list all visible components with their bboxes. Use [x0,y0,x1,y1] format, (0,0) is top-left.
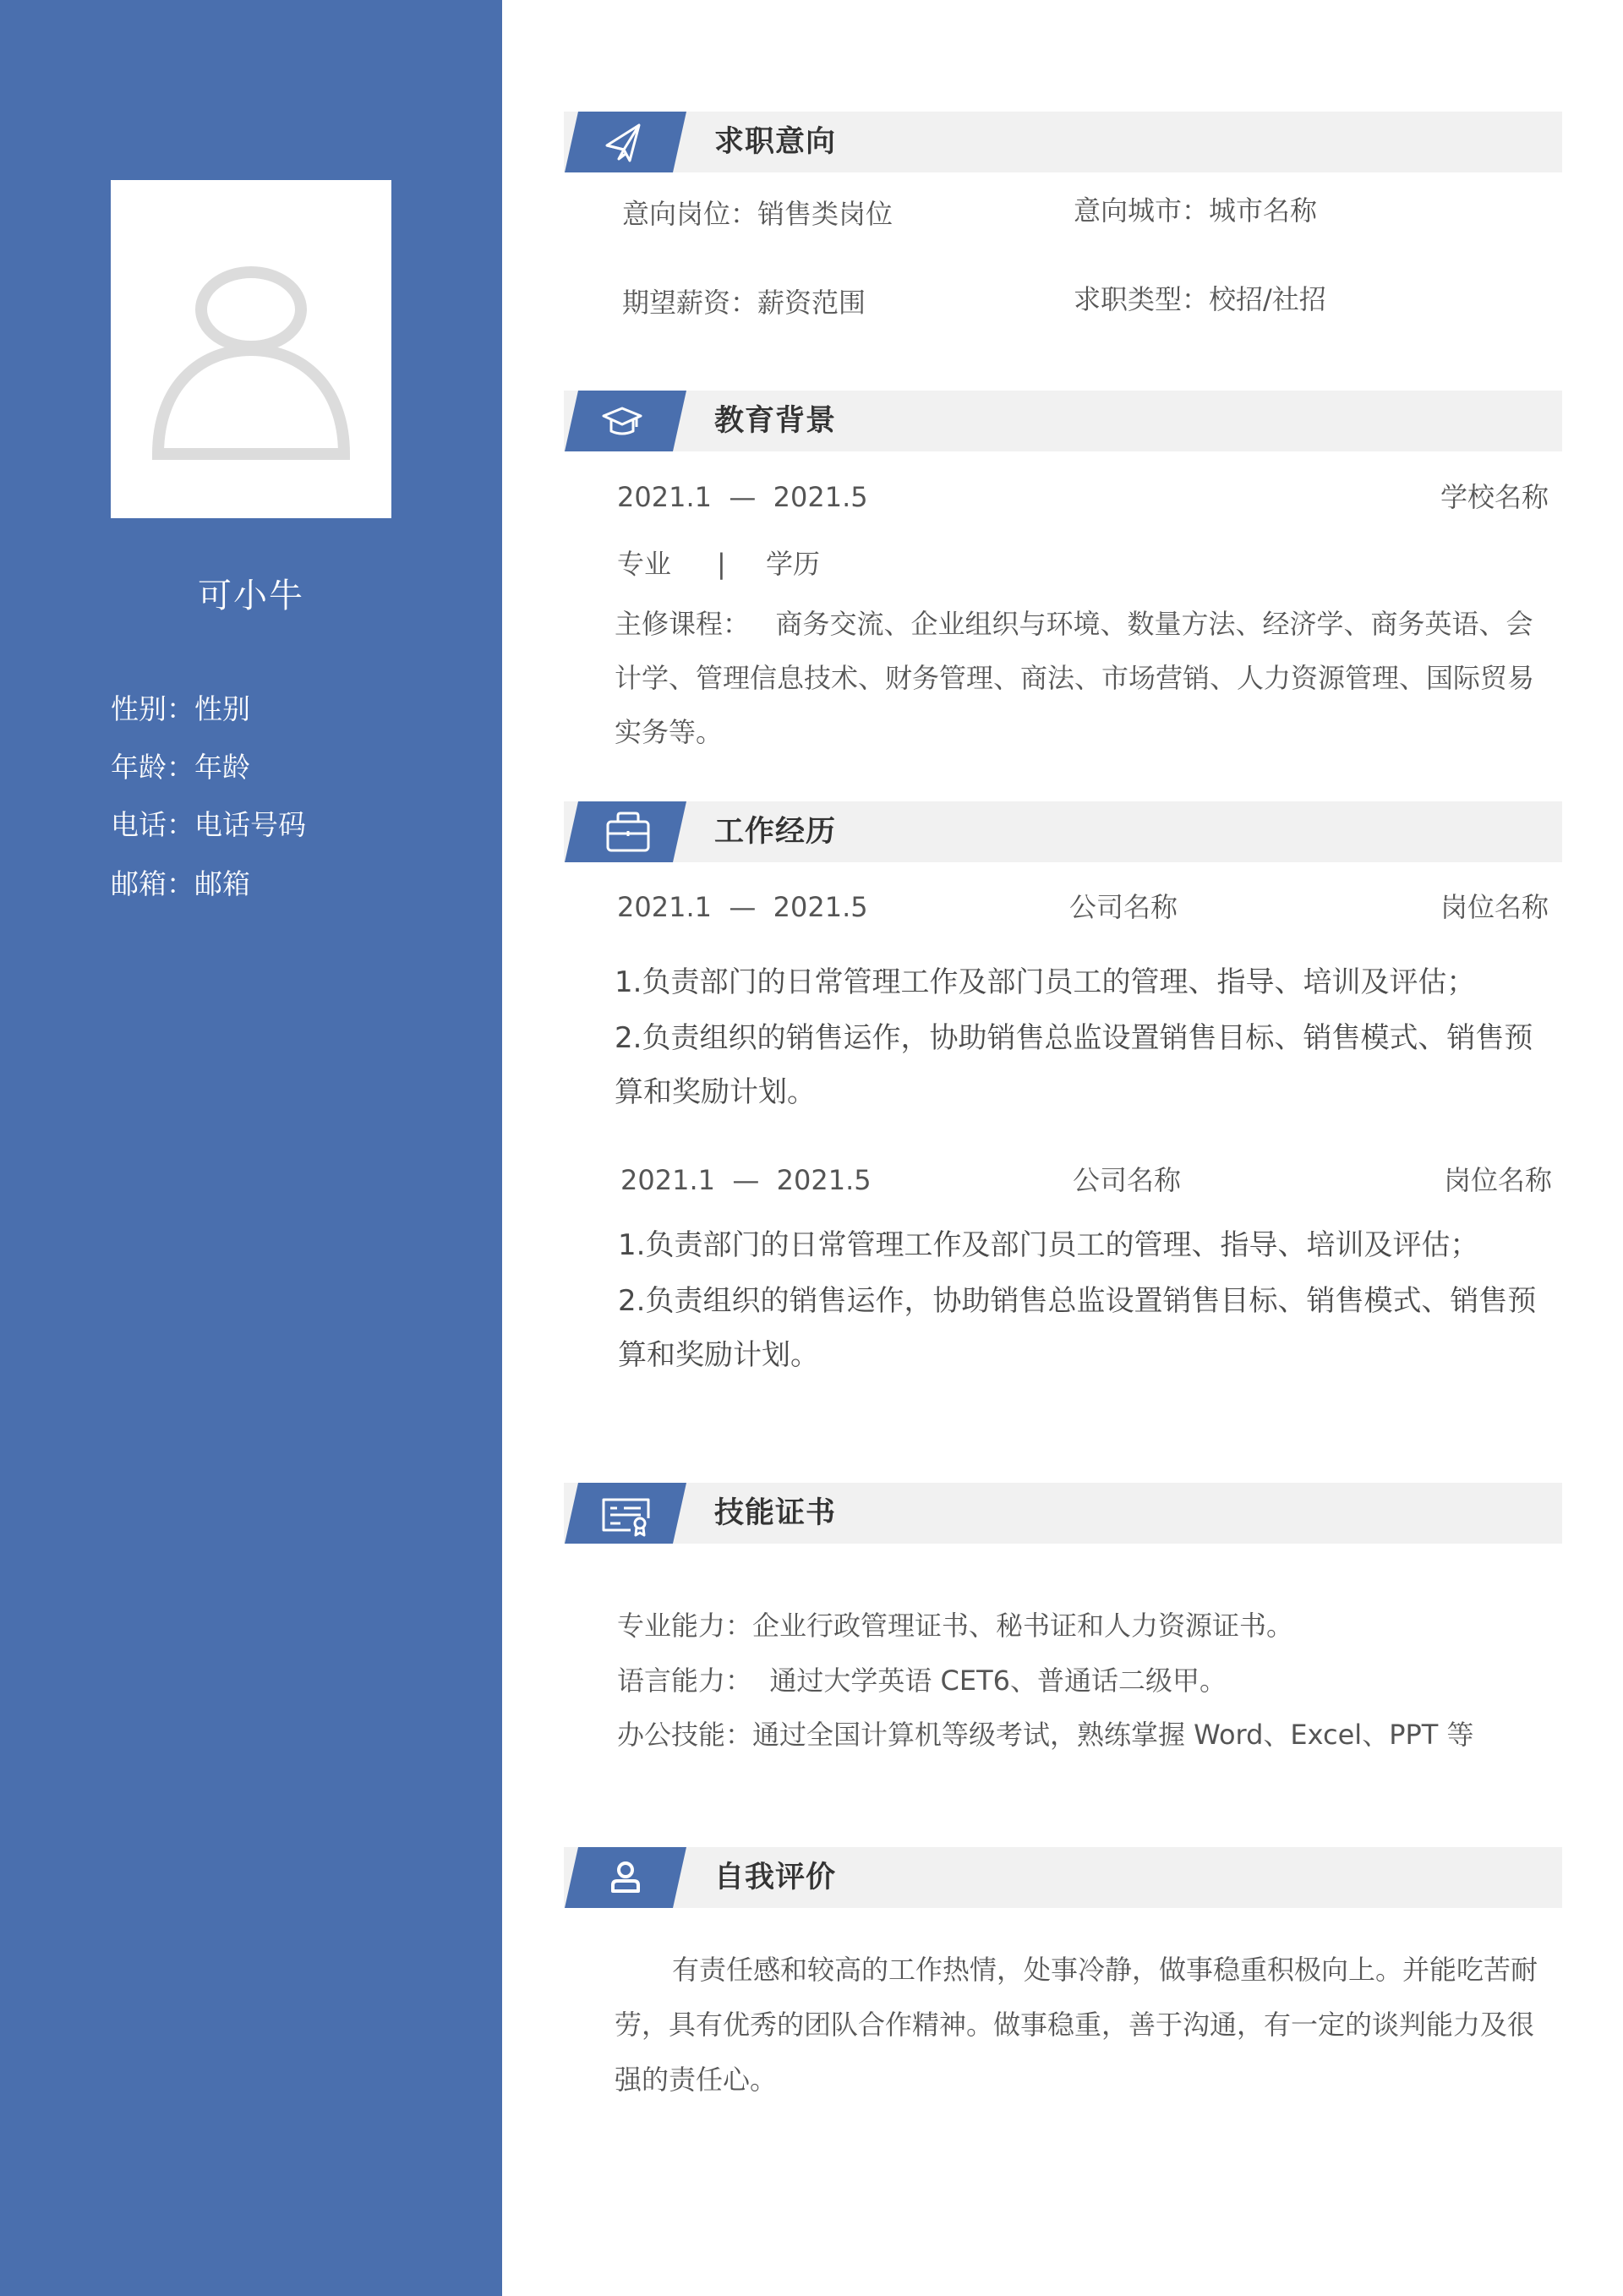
section-tab [565,801,685,862]
separator: | [717,548,726,580]
info-label: 性别： [111,692,194,725]
intended-position: 意向岗位：销售类岗位 [622,198,893,230]
skill-professional: 专业能力：企业行政管理证书、秘书证和人力资源证书。 [617,1610,1294,1642]
section-header-work [564,801,1562,862]
section-tab [565,1483,685,1544]
section-header-intention [564,112,1562,172]
section-tab [565,391,685,451]
company-name: 公司名称 [1069,891,1178,923]
user-placeholder-icon [111,180,391,518]
major: 专业 [617,548,672,580]
info-age [111,750,250,785]
self-evaluation: 有责任感和较高的工作热情，处事冷静，做事稳重积极向上。并能吃苦耐劳，具有优秀的团队合作精神。做事稳重，善于沟通，有一定的谈判能力及很强的责任心。 [615,1954,1538,2096]
sidebar [0,0,502,2296]
info-label: 电话： [111,808,194,841]
job-type: 求职类型：校招/社招 [1074,283,1326,315]
education-period: 2021.1 — 2021.5 [617,481,868,513]
section-header-self [564,1847,1562,1908]
duty-2: 2.负责组织的销售运作，协助销售总监设置销售目标、销售模式、销售预算和奖励计划。 [618,1284,1537,1372]
info-label: 邮箱： [111,867,194,900]
section-title: 自我评价 [714,1861,837,1894]
company-name: 公司名称 [1073,1164,1182,1196]
duty-1: 1.负责部门的日常管理工作及部门员工的管理、指导、培训及评估； [618,1228,1479,1262]
section-header-education [564,391,1562,451]
duty-1: 1.负责部门的日常管理工作及部门员工的管理、指导、培训及评估； [615,965,1476,999]
info-label: 年龄： [111,751,194,784]
section-tab [565,1847,685,1908]
info-value: 邮箱 [194,867,250,900]
candidate-name: 可小牛 [198,577,304,615]
school-name: 学校名称 [1440,481,1549,513]
position-name: 岗位名称 [1440,891,1549,923]
info-value: 性别 [194,692,250,725]
main-courses: 主修课程： 商务交流、企业组织与环境、数量方法、经济学、商务英语、会计学、管理信息技术、财务管理、商法、市场营销、人力资源管理、国际贸易实务等。 [615,608,1535,748]
section-title: 求职意向 [714,125,837,159]
expected-salary: 期望薪资：薪资范围 [622,287,866,319]
skill-office: 办公技能：通过全国计算机等级考试，熟练掌握 Word、Excel、PPT 等 [617,1719,1474,1751]
info-phone [111,807,306,843]
info-gender [111,692,250,727]
section-title: 教育背景 [714,404,837,438]
work-period: 2021.1 — 2021.5 [617,891,868,923]
work-period: 2021.1 — 2021.5 [620,1164,872,1196]
position-name: 岗位名称 [1443,1164,1552,1196]
skill-language: 语言能力： 通过大学英语 CET6、普通话二级甲。 [617,1665,1227,1697]
section-tab [565,112,685,172]
duty-2: 2.负责组织的销售运作，协助销售总监设置销售目标、销售模式、销售预算和奖励计划。 [615,1021,1533,1109]
profile-photo[interactable] [111,180,391,518]
info-email [111,866,250,902]
degree: 学历 [766,548,821,580]
section-header-skills [564,1483,1562,1544]
info-value: 年龄 [194,751,250,784]
intended-city: 意向城市：城市名称 [1074,194,1318,227]
section-title: 技能证书 [714,1496,837,1530]
section-title: 工作经历 [714,815,837,849]
info-value: 电话号码 [194,808,306,841]
